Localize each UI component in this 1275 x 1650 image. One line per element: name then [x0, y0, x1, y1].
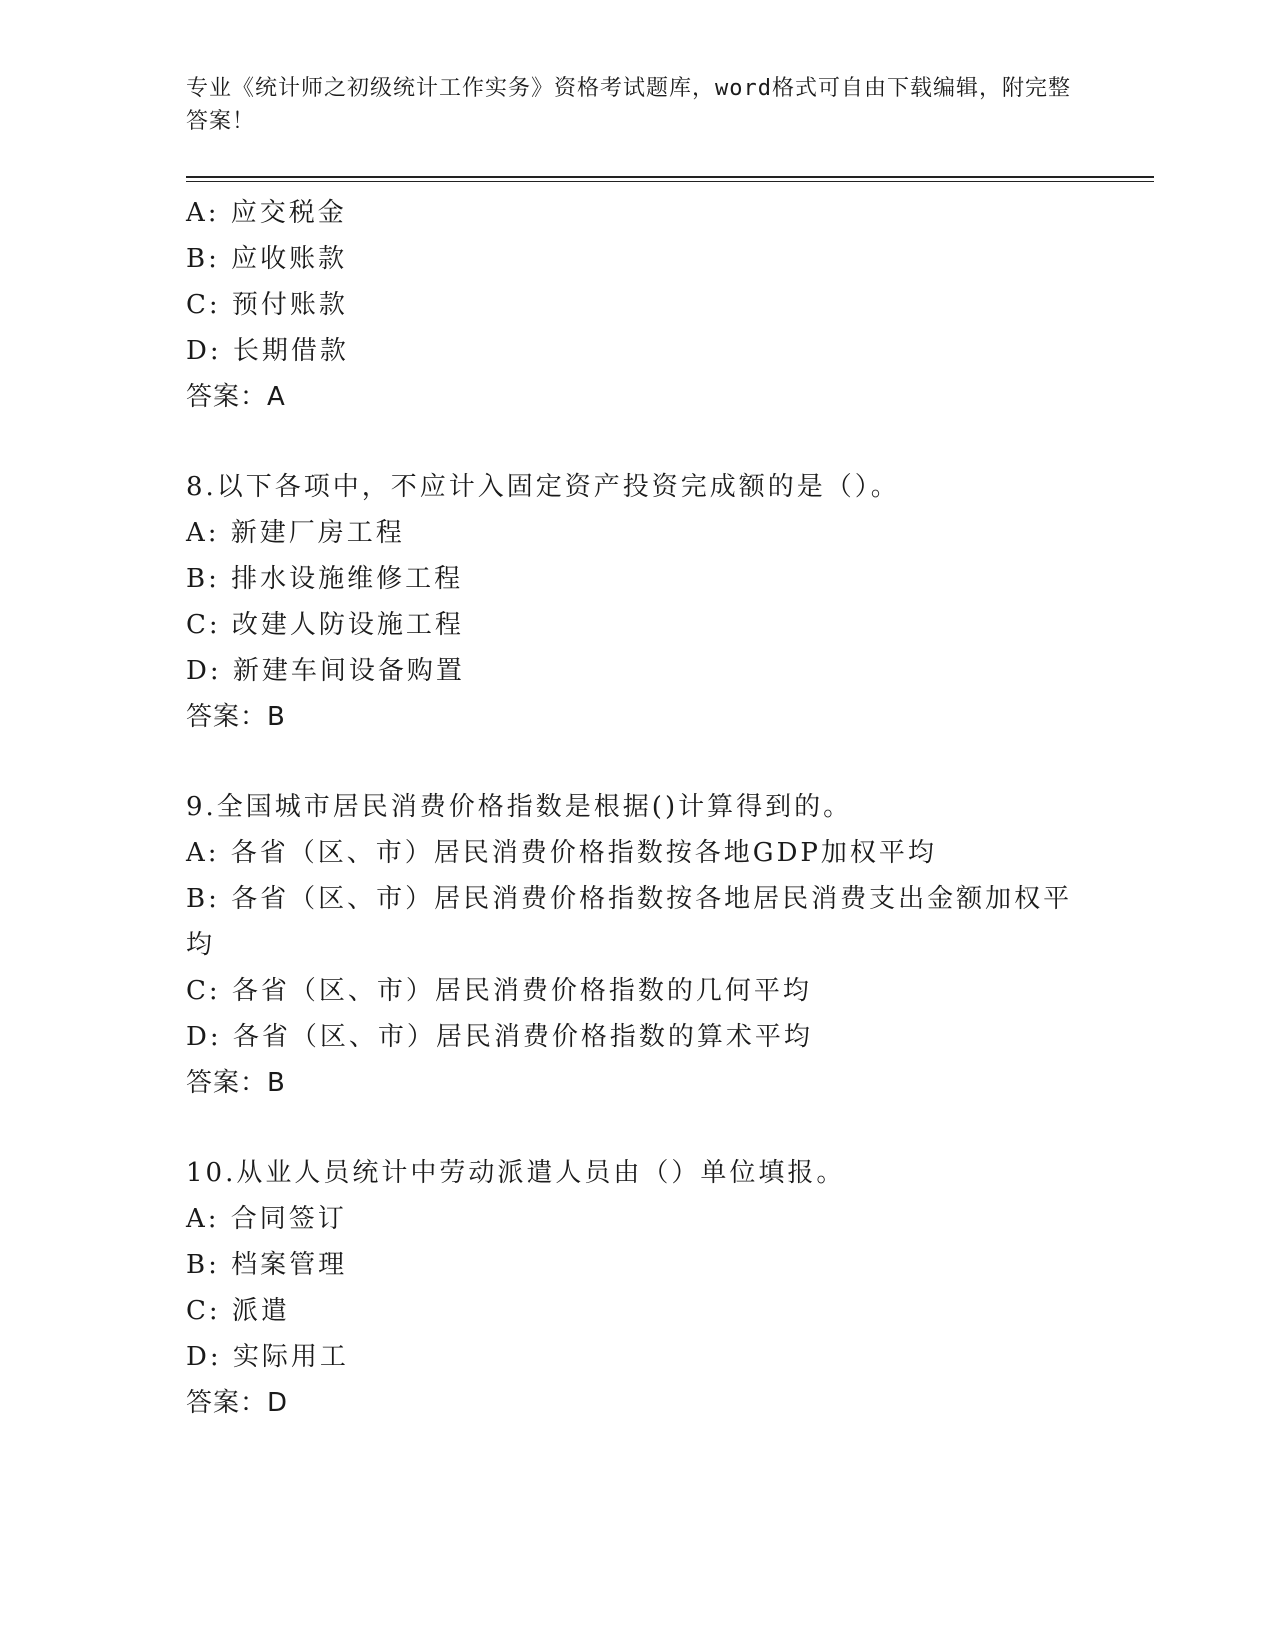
option-d: D: 长期借款	[186, 336, 349, 366]
answer-line: 答案：D	[186, 1388, 289, 1418]
option-d: D: 新建车间设备购置	[186, 656, 465, 686]
option-a: A: 合同签订	[186, 1204, 347, 1234]
question-stem: 10.从业人员统计中劳动派遣人员由（）单位填报。	[186, 1158, 846, 1188]
option-a: A: 应交税金	[186, 198, 347, 228]
option-c: C: 派遣	[186, 1296, 290, 1326]
answer-line: 答案：A	[186, 382, 286, 412]
option-b: B: 排水设施维修工程	[186, 564, 464, 594]
document-header: 专业《统计师之初级统计工作实务》资格考试题库，word格式可自由下载编辑，附完整答案！	[186, 76, 1071, 134]
spacer	[186, 740, 1086, 784]
spacer	[186, 1106, 1086, 1150]
option-c: C: 各省（区、市）居民消费价格指数的几何平均	[186, 976, 812, 1006]
answer-line: 答案：B	[186, 1068, 286, 1098]
question-stem: 8.以下各项中，不应计入固定资产投资完成额的是（）。	[186, 472, 900, 502]
header-rule-thin	[186, 181, 1154, 182]
question-block-8	[186, 464, 1086, 740]
option-b: B: 各省（区、市）居民消费价格指数按各地居民消费支出金额加权平均	[186, 884, 1073, 960]
answer-line: 答案：B	[186, 702, 286, 732]
option-b: B: 应收账款	[186, 244, 348, 274]
question-list	[186, 190, 1086, 1426]
option-a: A: 新建厂房工程	[186, 518, 405, 548]
question-block-7	[186, 190, 1086, 420]
option-d: D: 各省（区、市）居民消费价格指数的算术平均	[186, 1022, 813, 1052]
header-rule-thick	[186, 176, 1154, 178]
question-block-9	[186, 784, 1086, 1106]
question-stem: 9.全国城市居民消费价格指数是根据()计算得到的。	[186, 792, 853, 822]
option-c: C: 预付账款	[186, 290, 348, 320]
option-b: B: 档案管理	[186, 1250, 348, 1280]
option-d: D: 实际用工	[186, 1342, 349, 1372]
option-c: C: 改建人防设施工程	[186, 610, 464, 640]
spacer	[186, 420, 1086, 464]
option-a: A: 各省（区、市）居民消费价格指数按各地GDP加权平均	[186, 838, 937, 868]
question-block-10	[186, 1150, 1086, 1426]
